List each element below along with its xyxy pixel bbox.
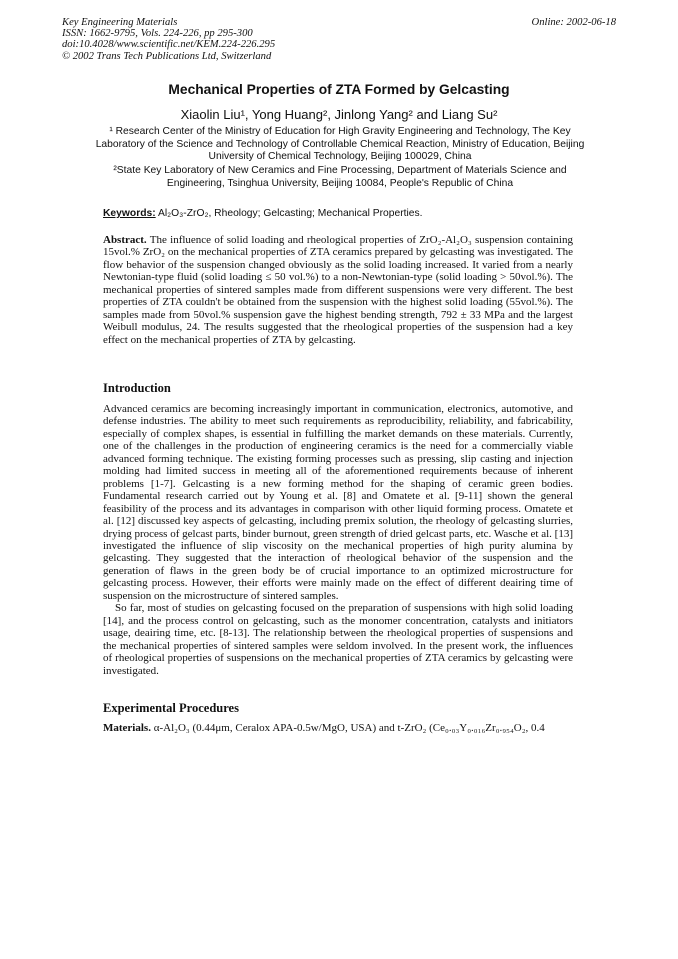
materials-paragraph [103,722,573,734]
affiliation-1: ¹ Research Center of the Ministry of Education for High Gravity Engineering and Technology, The Key Laboratory of the Science and Technology of Controllable Chemical Reaction, Ministry of Education, Beijing University of Chemical Technology, Beijing 100029, China [95,126,585,163]
introduction-heading: Introduction [103,381,171,395]
materials-text: α-Al₂O₃ (0.44μm, Ceralox APA-0.5w/MgO, USA) and t-ZrO₂ (Ce₀.₀₃Y₀.₀₁₆Zr₀.₉₅₄O₂, 0.4 [150,722,545,734]
journal-name: Key Engineering Materials [62,17,178,28]
paper-title: Mechanical Properties of ZTA Formed by Gelcasting [168,82,510,97]
keywords-text: Al₂O₃-ZrO₂, Rheology; Gelcasting; Mechanical Properties. [155,208,423,219]
experimental-heading: Experimental Procedures [103,701,239,715]
issn-line: ISSN: 1662-9795, Vols. 224-226, pp 295-300 [62,28,253,40]
doi-line: doi:10.4028/www.scientific.net/KEM.224-226.295 [62,39,276,51]
journal-header [62,17,275,62]
copyright-line: © 2002 Trans Tech Publications Ltd, Switzerland [62,50,272,62]
intro-paragraph-1: Advanced ceramics are becoming increasingly important in communication, electronics, automotive, and defense industries. The ability to meet such requirements as reproducibility, reliability, and fabricability, especially of complex shapes, is essential in fulfilling the market demands on these materials. Currently, one of the challenges in the production of engineering ceramics is the need for a commercially viable advanced forming technique. The existing forming processes such as pressing, slip casting and injection molding had limited success in meeting all of the aforementioned requirements because of inherent problems [1-7]. Gelcasting is a new forming method for the shaping of ceramic green bodies. Fundamental research carried out by Young et al. [8] and Omatete et al. [9-11] shown the general feasibility of the process and its advantages in comparison with other liquid forming process. Omatete et al. [12] discussed key aspects of gelcasting, including premix solution, the rheology of gelcasting slurries, drying process of gelcast parts, binder burnout, green strength of dried gelcast parts, etc. Wasche et al. [13] investigated the influence of slip viscosity on the mechanical properties of high purity alumina by gelcasting. They suggested that the interaction of rheological behavior of the suspension and the generation of flaws in the green body be of crucial importance to an optimized microstructure for gelcasting process. However, their efforts were mainly made on the effect of different deairing time of suspension on the microstructure of sintered samples. [103,403,573,602]
abstract [103,234,573,346]
author-list: Xiaolin Liu¹, Yong Huang², Jinlong Yang² and Liang Su² [180,107,498,122]
affiliation-2: ²State Key Laboratory of New Ceramics and Fine Processing, Department of Materials Science and Engineering, Tsinghua University, Beijing 10084, People's Republic of China [113,165,567,189]
materials-label: Materials. [103,722,151,734]
introduction-body [103,403,573,677]
online-date: Online: 2002-06-18 [531,17,616,28]
keywords [103,208,423,219]
keywords-label: Keywords: [103,208,156,219]
abstract-text: The influence of solid loading and rheological properties of ZrO₂-Al₂O₃ suspension containing 15vol.% ZrO₂ on the mechanical properties of ZTA ceramics prepared by gelcasting was investigated. The flow behavior of the suspension changed obviously as the solid loading increased. It varied from a nearly Newtonian-type fluid (solid loading ≤ 50 vol.%) to a non-Newtonian-type (solid loading > 50vol.%). The mechanical properties of sintered samples made from different suspensions were very different. The best properties of ZTA couldn't be obtained from the suspension with the highest solid loading (55vol.%). The samples made from 50vol.% suspension gave the highest bending strength, 792 ± 33 MPa and the largest Weibull modulus, 24. The results suggested that the rheological properties of the suspension had a key effect on the mechanical properties of ZTA by gelcasting. [103,234,573,346]
abstract-label: Abstract. [103,234,147,246]
intro-paragraph-2: So far, most of studies on gelcasting focused on the preparation of suspensions with high solid loading [14], and the process control on gelcasting, such as the monomer concentration, catalysts and initiators usage, deairing time, etc. [8-13]. The relationship between the rheological properties of suspensions and the mechanical properties of sintered samples were seldom involved. In the present work, the influences of rheological properties of suspensions on the mechanical properties of ZTA ceramics by gelcasting were investigated. [103,602,573,677]
